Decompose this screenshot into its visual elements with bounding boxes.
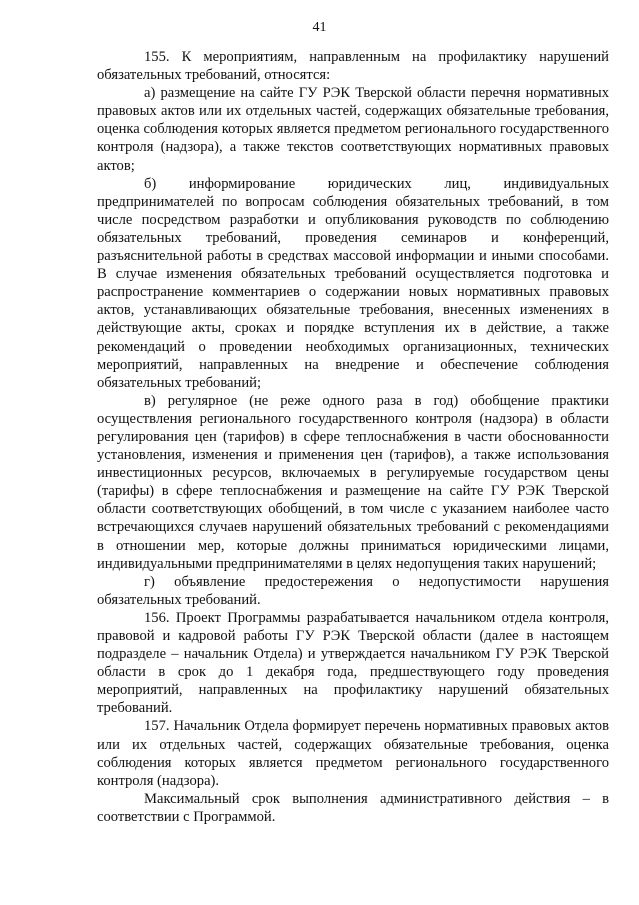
document-body bbox=[97, 48, 609, 826]
paragraph-155-g: г) объявление предостережения о недопустимости нарушения обязательных требований. bbox=[97, 573, 609, 608]
paragraph-155-a: а) размещение на сайте ГУ РЭК Тверской области перечня нормативных правовых актов или их отдельных частей, содержащих обязательные требования, оценка соблюдения которых является предметом регионального государственного контроля (надзора), а также текстов соответствующих нормативных правовых актов; bbox=[97, 85, 609, 174]
paragraph-155-v: в) регулярное (не реже одного раза в год) обобщение практики осуществления регионального государственного контроля (надзора) в области регулирования цен (тарифов) в сфере теплоснабжения в части обоснованности установления, изменения и применения цен (тарифов), а также использования инвестиционных ресурсов, включаемых в регулируемые государством цены (тарифы) в сфере теплоснабжения и размещение на сайте ГУ РЭК Тверской области соответствующих обобщений, в том числе с указанием наиболее часто встречающихся случаев нарушений обязательных требований с рекомендациями в отношении мер, которые должны приниматься юридическими лицами, индивидуальными предпринимателями в целях недопущения таких нарушений; bbox=[97, 392, 609, 572]
paragraph-155-b: б) информирование юридических лиц, индивидуальных предпринимателей по вопросам соблюдения обязательных требований, в том числе посредством разработки и опубликования руководств по соблюдению обязательных требований, проведения семинаров и конференций, разъяснительной работы в средствах массовой информации и иными способами. В случае изменения обязательных требований осуществляется подготовка и распространение комментариев о содержании новых нормативных правовых актов, устанавливающих обязательные требования, внесенных изменениях в действующие акты, сроках и порядке вступления их в действие, а также рекомендаций о проведении необходимых организационных, технических мероприятий, направленных на внедрение и обеспечение соблюдения обязательных требований; bbox=[97, 175, 609, 391]
paragraph-max-deadline: Максимальный срок выполнения административного действия – в соответствии с Программой. bbox=[97, 790, 609, 825]
page-number: 41 bbox=[312, 20, 327, 35]
paragraph-156: 156. Проект Программы разрабатывается начальником отдела контроля, правовой и кадровой работы ГУ РЭК Тверской области (далее в настоящем подразделе – начальник Отдела) и утверждается начальником ГУ РЭК Тверской области в срок до 1 декабря года, предшествующего году проведения мероприятий, направленных на профилактику нарушений обязательных требований. bbox=[97, 609, 609, 717]
paragraph-155: 155. К мероприятиям, направленным на профилактику нарушений обязательных требований, относятся: bbox=[97, 49, 609, 84]
paragraph-157: 157. Начальник Отдела формирует перечень нормативных правовых актов или их отдельных частей, содержащих обязательные требования, оценка соблюдения которых является предметом регионального государственного контроля (надзора). bbox=[97, 718, 609, 789]
